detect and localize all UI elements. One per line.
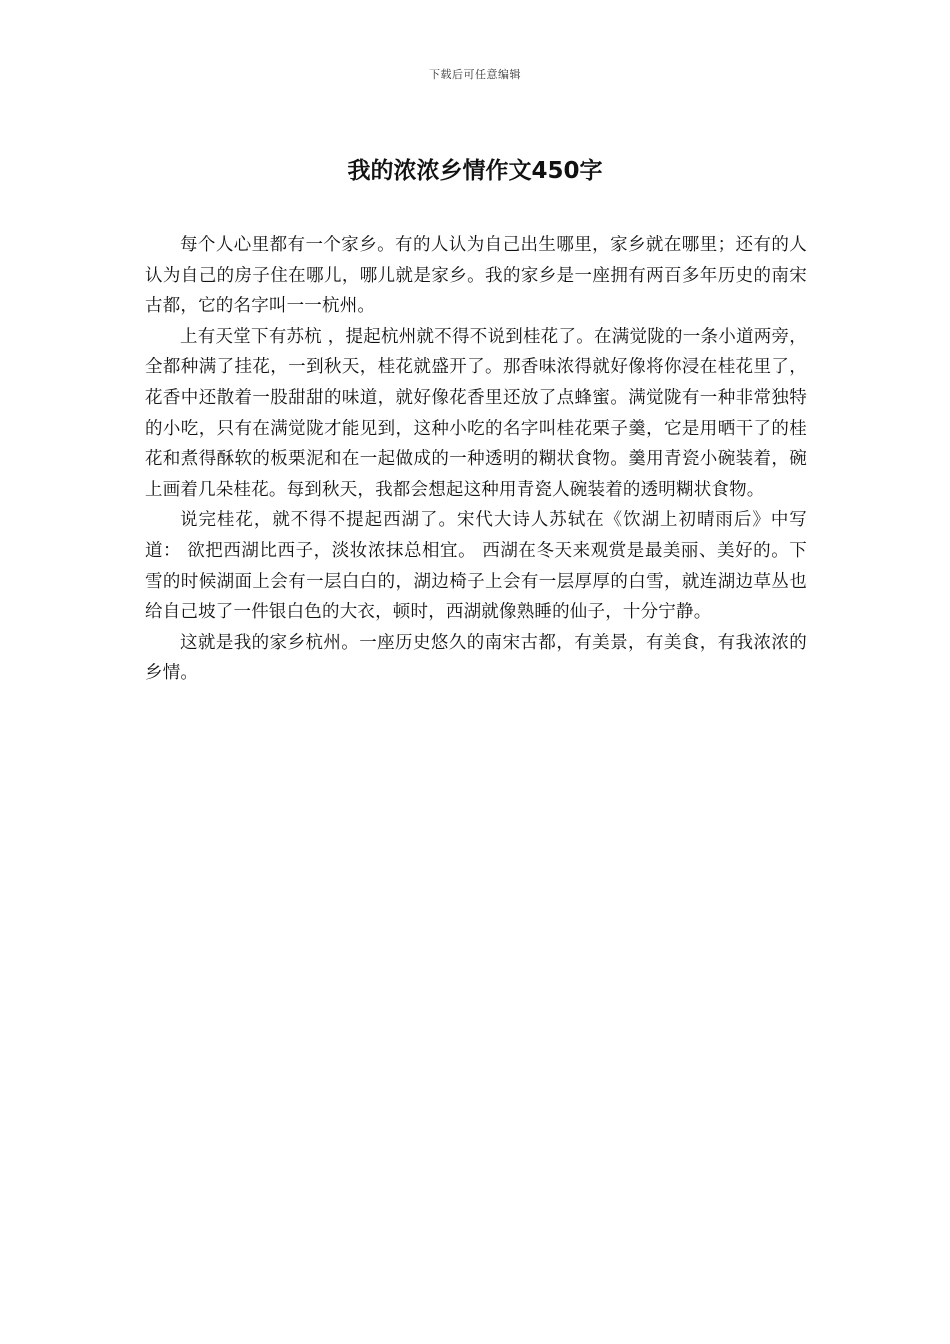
- paragraph: 上有天堂下有苏杭 ，提起杭州就不得不说到桂花了。在满觉陇的一条小道两旁，全都种满了挂花，一到秋天，桂花就盛开了。那香味浓得就好像将你浸在桂花里了，花香中还散着一股甜甜的味道，就好像花香里还放了点蜂蜜。满觉陇有一种非常独特的小吃，只有在满觉陇才能见到，这种小吃的名字叫桂花栗子羹，它是用晒干了的桂花和煮得酥软的板栗泥和在一起做成的一种透明的糊状食物。羹用青瓷小碗装着，碗上画着几朵桂花。每到秋天，我都会想起这种用青瓷人碗装着的透明糊状食物。: [145, 326, 807, 500]
- paragraph: 每个人心里都有一个家乡。有的人认为自己出生哪里，家乡就在哪里；还有的人认为自己的房子住在哪儿，哪儿就是家乡。我的家乡是一座拥有两百多年历史的南宋古都，它的名字叫一一杭州。: [145, 235, 807, 317]
- essay-body: [145, 230, 807, 689]
- header-note: 下载后可任意编辑: [429, 68, 521, 81]
- page-title: 我的浓浓乡情作文450字: [347, 158, 603, 184]
- paragraph: 说完桂花，就不得不提起西湖了。宋代大诗人苏轼在《饮湖上初晴雨后》中写道： 欲把西湖比西子，淡妆浓抹总相宜。 西湖在冬天来观赏是最美丽、美好的。下雪的时候湖面上会有一层白白的，湖边椅子上会有一层厚厚的白雪，就连湖边草丛也给自己坡了一件银白色的大衣，顿时，西湖就像熟睡的仙子，十分宁静。: [145, 510, 807, 623]
- paragraph: 这就是我的家乡杭州。一座历史悠久的南宋古都，有美景，有美食，有我浓浓的乡情。: [145, 632, 807, 684]
